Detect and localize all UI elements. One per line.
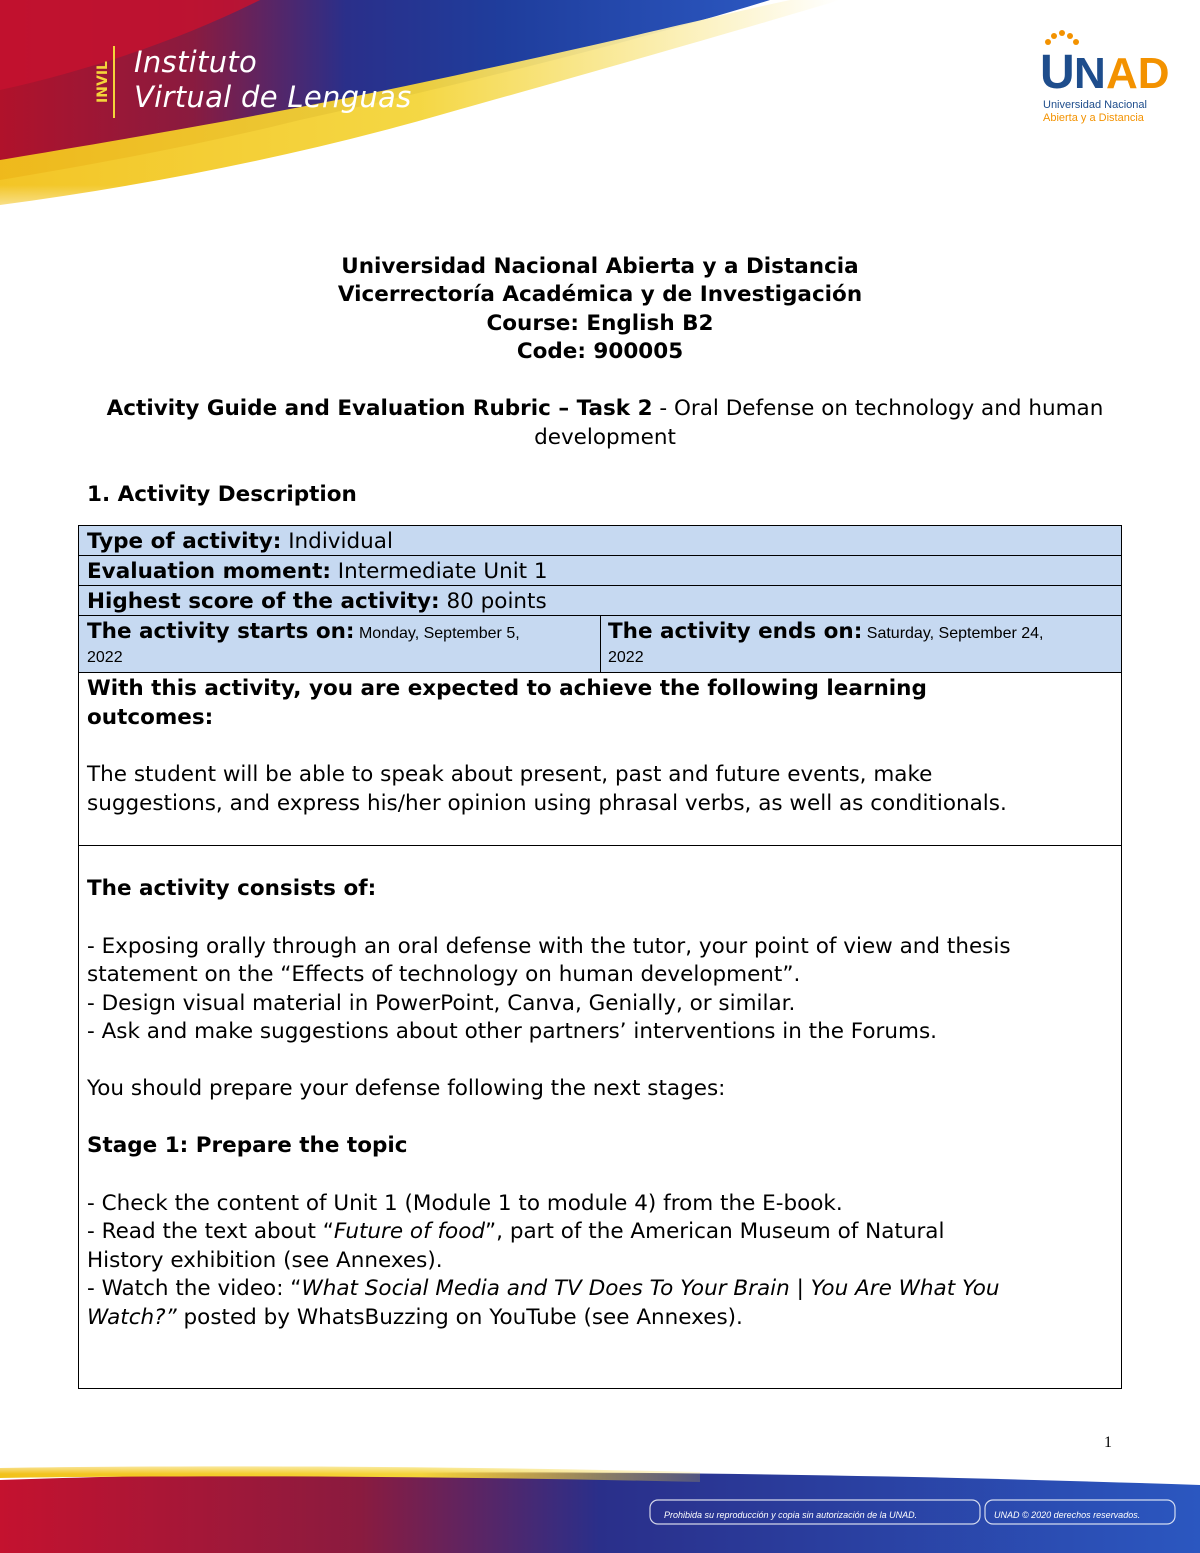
score-label: Highest score of the activity: [87,589,440,614]
row-learning-outcomes [79,673,1121,846]
prepare-text: You should prepare your defense following the next stages: [87,1075,726,1101]
svg-text:AD: AD [1106,49,1170,98]
stage1-c-pre: - Watch the video: “ [87,1276,302,1301]
consists-item-1b: statement on the “Effects of technology on human development”. [87,962,801,987]
invil-logo-mark [95,46,119,118]
unad-subtitle-1: Universidad Nacional [1043,99,1147,111]
course-name: Course: English B2 [486,311,714,336]
consists-item-2: - Design visual material in PowerPoint, Canva, Genially, or similar. [87,990,796,1016]
course-code: Code: 900005 [516,339,684,364]
stage1-item-b2: History exhibition (see Annexes). [87,1247,443,1273]
section-heading-activity-description: 1. Activity Description [87,482,357,507]
outcomes-heading-2: outcomes: [87,704,214,730]
date-divider [600,616,601,672]
stage1-item-c2 [87,1304,1117,1333]
outcomes-text-2: suggestions, and express his/her opinion using phrasal verbs, as well as conditionals. [87,790,1007,816]
stage1-item-c [87,1275,1117,1304]
consists-item-3: - Ask and make suggestions about other partners’ interventions in the Forums. [87,1019,937,1044]
svg-text:U: U [1040,46,1075,99]
consists-heading: The activity consists of: [87,876,377,901]
row-type-of-activity [79,526,1121,556]
ends-year: 2022 [608,649,644,666]
stage1-b-post: ”, part of the American Museum of Natural [485,1219,945,1244]
stage1-heading: Stage 1: Prepare the topic [87,1133,408,1158]
document-title-bold: Activity Guide and Evaluation Rubric – Task 2 [106,396,653,421]
document-title-rest: - Oral Defense on technology and human development [534,396,1104,450]
logo-line-virtual: Virtual de Lenguas [134,80,412,114]
stage1-c2-italic: Watch?” [87,1304,177,1330]
activity-table [78,525,1122,1389]
eval-value: Intermediate Unit 1 [330,559,548,584]
stage1-item-b [87,1218,1117,1247]
invil-abbr: INVIL [95,61,111,103]
page-number: 1 [1104,1434,1112,1451]
ends-label: The activity ends on: [608,619,863,644]
footer-notice-left: Prohibida su reproducción y copia sin autorización de la UNAD. [664,1510,918,1520]
score-value: 80 points [439,589,547,614]
outcomes-text-1: The student will be able to speak about present, past and future events, make [87,762,933,787]
row-evaluation-moment [79,556,1121,586]
stage1-c-italic: What Social Media and TV Does To Your Brain | You Are What You [301,1276,1000,1301]
stage1-b-pre: - Read the text about “ [87,1219,334,1244]
outcomes-heading-1: With this activity, you are expected to achieve the following learning [87,676,927,701]
header-banner [0,0,1200,230]
stage1-b-italic: Future of food [333,1219,486,1244]
row-dates [79,616,1121,673]
row-highest-score [79,586,1121,616]
starts-label: The activity starts on: [87,619,355,644]
footer-banner [0,1460,1200,1553]
footer-notice-right: UNAD © 2020 derechos reservados. [994,1510,1141,1520]
starts-value: Monday, September 5, [354,625,520,642]
document-title [90,394,1120,452]
consists-item-1a: - Exposing orally through an oral defense with the tutor, your point of view and thesis [87,933,1011,959]
vice-rectorate: Vicerrectoría Académica y de Investigación [337,282,863,307]
starts-year: 2022 [87,649,123,666]
svg-text:N: N [1074,49,1106,98]
type-label: Type of activity: [87,529,282,554]
eval-label: Evaluation moment: [87,559,331,584]
university-name: Universidad Nacional Abierta y a Distancia [341,254,859,279]
type-value: Individual [281,529,393,554]
stage1-c2-post: posted by WhatsBuzzing on YouTube (see Annexes). [176,1304,743,1330]
logo-line-instituto: Instituto [134,45,258,79]
stage1-item-a: - Check the content of Unit 1 (Module 1 to module 4) from the E-book. [87,1190,843,1216]
ends-value: Saturday, September 24, [862,625,1044,642]
row-activity-consists [79,846,1121,1388]
unad-subtitle-2: Abierta y a Distancia [1043,112,1144,124]
